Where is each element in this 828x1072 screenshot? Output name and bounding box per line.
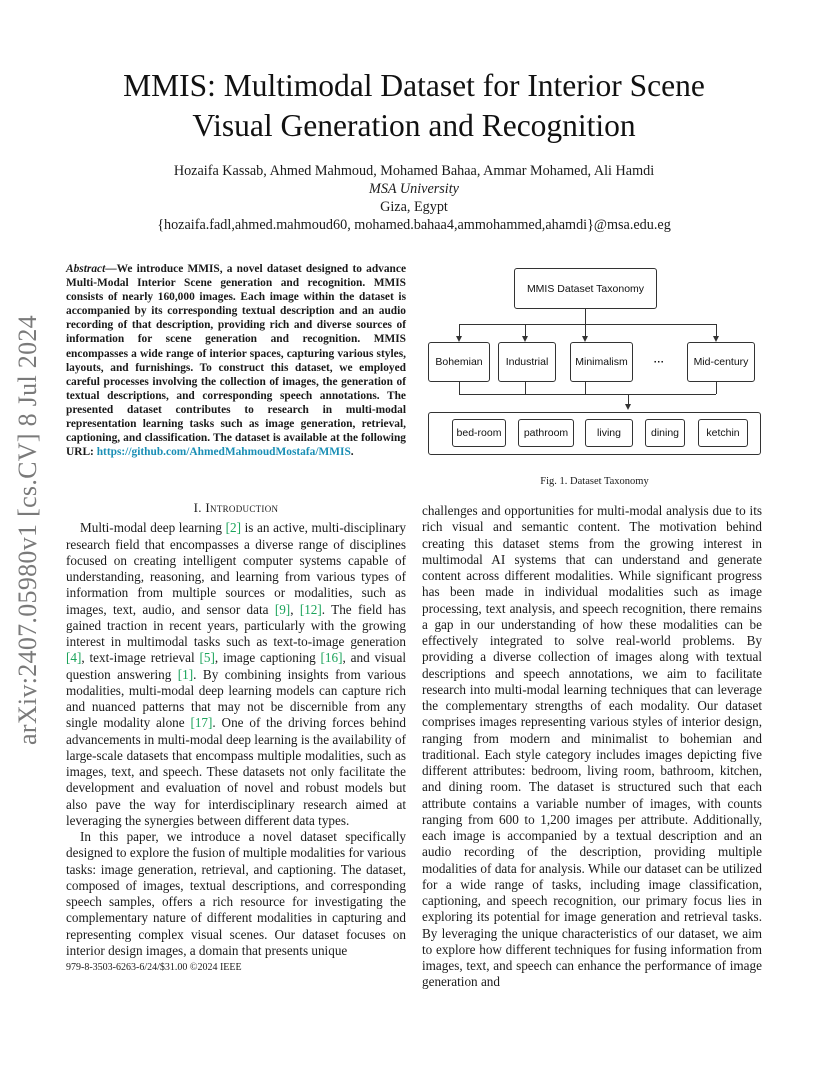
taxonomy-root: MMIS Dataset Taxonomy [514,268,657,309]
author-names: Hozaifa Kassab, Ahmed Mahmoud, Mohamed Bahaa, Ammar Mohamed, Ali Hamdi [173,163,655,179]
citation[interactable]: [5] [199,650,215,666]
affiliation: MSA University [369,181,459,197]
author-block [60,162,768,234]
style-minimalism: Minimalism [570,342,633,382]
taxonomy-figure [422,262,767,462]
citation[interactable]: [12] [299,601,322,617]
room-ketchin: ketchin [698,419,748,447]
style-mid-century: Mid-century [687,342,755,382]
room-living: living [585,419,633,447]
style-industrial: Industrial [498,342,556,382]
abstract-lead: Abstract [66,263,106,275]
left-column [66,500,406,959]
intro-paragraph-1: Multi-modal deep learning [2] is an active, multi-disciplinary research field that encompasses a diverse range of disciplines focused on creating intelligent computer systems capable of understanding, reasoning, and learning from various types of information from multiple sources or modalities, such as images, text, audio, and sensor data [9], [12]. The field has gained traction in recent years, particularly with the growing interest in multimodal tasks such as text-to-image generation [4], text-image retrieval [5], image captioning [16], and visual question answering [1]. By combining insights from various modalities, multi-modal deep learning models can capture rich and nuanced patterns that may not be discernible from any single modality alone [17]. One of the driving forces behind advancements in multi-modal deep learning is the availability of large-scale datasets that encompass multiple modalities, such as images, text, and speech. These datasets not only facilitate the development and evaluation of novel and robust models but also pave the way for interdisciplinary research aimed at leveraging the synergies between different data types. [66,520,406,828]
location: Giza, Egypt [380,199,448,215]
citation[interactable]: [2] [225,520,241,536]
room-bed-room: bed-room [452,419,506,447]
intro-paragraph-3: challenges and opportunities for multi-modal analysis due to its rich visual and semantic content. The motivation behind creating this dataset stems from the growing interest in multimodal AI systems that can understand and generate content across different modalities. While significant progress has been made in individual modalities such as image processing, text analysis, and speech recognition, there remains a gap in our understanding of how these modalities can be effectively integrated to solve real-world problems. By providing a diverse collection of images along with textual descriptions and speech annotations, we aim to facilitate research into multi-modal learning techniques that can leverage the complementary strengths of each modality. Our dataset comprises images representing various styles of interior design, ranging from modern and minimalist to bohemian and traditional. Each style category includes images depicting five different attributes: bedroom, living room, bathroom, kitchen, and dining room. The dataset is structured such that each attribute contains a variable number of images, with counts ranging from 600 to 1,200 images per attribute. Additionally, each image is accompanied by a textual description and an audio recording of the description, providing multiple modalities of data for analysis. While our dataset can be utilized for a wide range of tasks, including image classification, captioning, and speech recognition, our primary focus lies in exploring its potential for image generation and retrieval tasks. By leveraging the unique characteristics of our dataset, we aim to explore how different techniques for fusing information from images, text, and speech can enhance the performance of image generation and [422,503,762,990]
style-ellipsis: ··· [643,342,675,382]
title-line-1: MMIS: Multimodal Dataset for Interior Scene [123,68,705,103]
right-column [422,503,762,991]
citation[interactable]: [9] [274,601,291,617]
copyright-footer: 979-8-3503-6263-6/24/$31.00 ©2024 IEEE [66,962,242,973]
room-dining: dining [645,419,685,447]
abstract: Abstract—We introduce MMIS, a novel dataset designed to advance Multi-Modal Interior Scene generation and recognition. MMIS consists of nearly 160,000 images. Each image within the dataset is accompanied by its corresponding textual description and an audio recording of that description, providing rich and diverse sources of information for scene generation and recognition. MMIS encompasses a wide range of interior spaces, capturing various styles, layouts, and furnishings. To construct this dataset, we employed careful processes involving the collection of images, the generation of textual descriptions, and corresponding speech annotations. The presented dataset contributes to research in multi-modal representation learning tasks such as image generation, retrieval, captioning, and classification. The dataset is available at the following URL: https://github.com/AhmedMahmoudMostafa/MMIS. [66,263,406,459]
dataset-link[interactable]: https://github.com/AhmedMahmoudMostafa/MMIS [96,446,351,459]
style-bohemian: Bohemian [428,342,490,382]
intro-paragraph-2: In this paper, we introduce a novel dataset specifically designed to explore the fusion of multiple modalities for various tasks: image generation, retrieval, and captioning. The dataset, composed of images, textual descriptions, and corresponding speech samples, offers a rich resource for investigating the complementary nature of different modalities in capturing and representing complex visual scenes. Our dataset focuses on interior design images, a domain that presents unique [66,829,406,958]
citation[interactable]: [4] [66,650,82,666]
citation[interactable]: [16] [320,650,343,666]
citation[interactable]: [17] [190,715,213,731]
figure-caption: Fig. 1. Dataset Taxonomy [540,476,649,487]
arxiv-stamp: arXiv:2407.05980v1 [cs.CV] 8 Jul 2024 [13,315,42,745]
paper-title [60,66,768,146]
title-line-2: Visual Generation and Recognition [192,108,636,143]
room-pathroom: pathroom [518,419,574,447]
emails: {hozaifa.fadl,ahmed.mahmoud60, mohamed.bahaa4,ammohammed,ahamdi}@msa.edu.eg [157,217,671,233]
citation[interactable]: [1] [177,666,194,682]
section-heading: I. Introduction [193,500,279,515]
abstract-body: —We introduce MMIS, a novel dataset designed to advance Multi-Modal Interior Scene generation and recognition. MMIS consists of nearly 160,000 images. Each image within the dataset is accompanied by its corresponding textual description and an audio recording of that description, providing rich and diverse sources of information for scene generation and recognition. MMIS encompasses a wide range of interior spaces, capturing various styles, layouts, and furnishings. To construct this dataset, we employed careful processes involving the collection of images, the generation of textual descriptions, and corresponding speech annotations. The presented dataset contributes to research in multi-modal representation learning tasks such as image generation, retrieval, captioning, and classification. The dataset is available at the following URL: [66,263,406,459]
